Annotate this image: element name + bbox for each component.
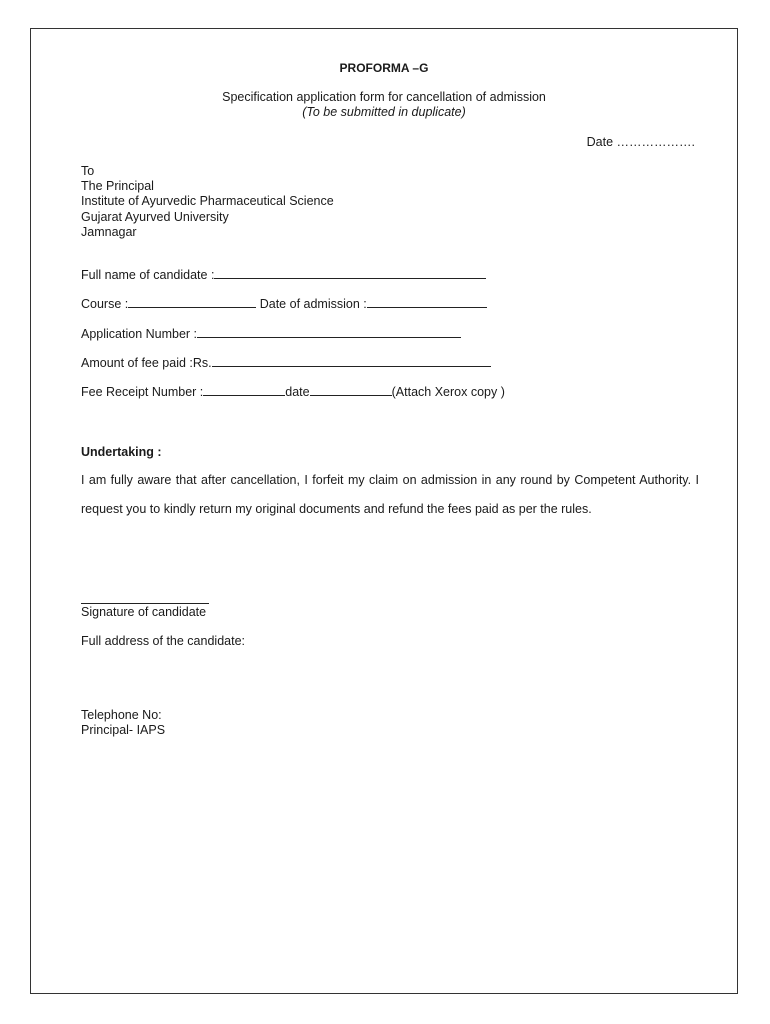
course-row bbox=[81, 296, 487, 312]
recipient-address bbox=[81, 164, 334, 240]
document-title: PROFORMA –G bbox=[339, 61, 429, 75]
document-subtitle: Specification application form for cancellation of admission bbox=[222, 90, 546, 104]
address-line-2: Institute of Ayurvedic Pharmaceutical Science bbox=[81, 194, 334, 209]
date-of-admission-label: Date of admission : bbox=[259, 297, 367, 311]
fee-receipt-label: Fee Receipt Number : bbox=[81, 385, 204, 399]
amount-fee-row bbox=[81, 355, 491, 371]
principal-label: Principal- IAPS bbox=[81, 723, 166, 737]
undertaking-heading: Undertaking : bbox=[81, 445, 162, 459]
document-subtitle-note: (To be submitted in duplicate) bbox=[302, 105, 466, 119]
full-name-label: Full name of candidate : bbox=[81, 268, 215, 282]
attach-note: (Attach Xerox copy ) bbox=[391, 385, 505, 399]
address-to: To bbox=[81, 164, 95, 178]
undertaking-text: I am fully aware that after cancellation, I forfeit my claim on admission in any round by Competent Authority. I request you to kindly return my original documents and refund the fees paid as per the rules. bbox=[81, 473, 699, 516]
full-name-row bbox=[81, 267, 486, 283]
date-label: Date ………………. bbox=[586, 135, 695, 149]
course-label: Course : bbox=[81, 297, 129, 311]
receipt-date-blank[interactable] bbox=[310, 384, 392, 396]
signature-label: Signature of candidate bbox=[81, 605, 207, 619]
amount-fee-blank[interactable] bbox=[212, 355, 491, 367]
application-number-label: Application Number : bbox=[81, 327, 198, 341]
fee-receipt-blank[interactable] bbox=[203, 384, 285, 396]
signature-line[interactable] bbox=[81, 603, 209, 604]
address-line-3: Gujarat Ayurved University bbox=[81, 209, 229, 224]
telephone-label: Telephone No: bbox=[81, 708, 162, 722]
application-number-blank[interactable] bbox=[197, 326, 461, 338]
receipt-date-label: date bbox=[285, 385, 310, 399]
full-name-blank[interactable] bbox=[214, 267, 486, 279]
address-line-1: The Principal bbox=[81, 179, 154, 194]
document-page bbox=[30, 28, 738, 994]
full-address-label: Full address of the candidate: bbox=[81, 634, 245, 648]
amount-fee-label: Amount of fee paid :Rs. bbox=[81, 356, 212, 370]
address-line-4: Jamnagar bbox=[81, 224, 137, 239]
date-of-admission-blank[interactable] bbox=[367, 296, 487, 308]
application-number-row bbox=[81, 326, 461, 342]
fee-receipt-row bbox=[81, 384, 505, 400]
course-blank[interactable] bbox=[128, 296, 256, 308]
